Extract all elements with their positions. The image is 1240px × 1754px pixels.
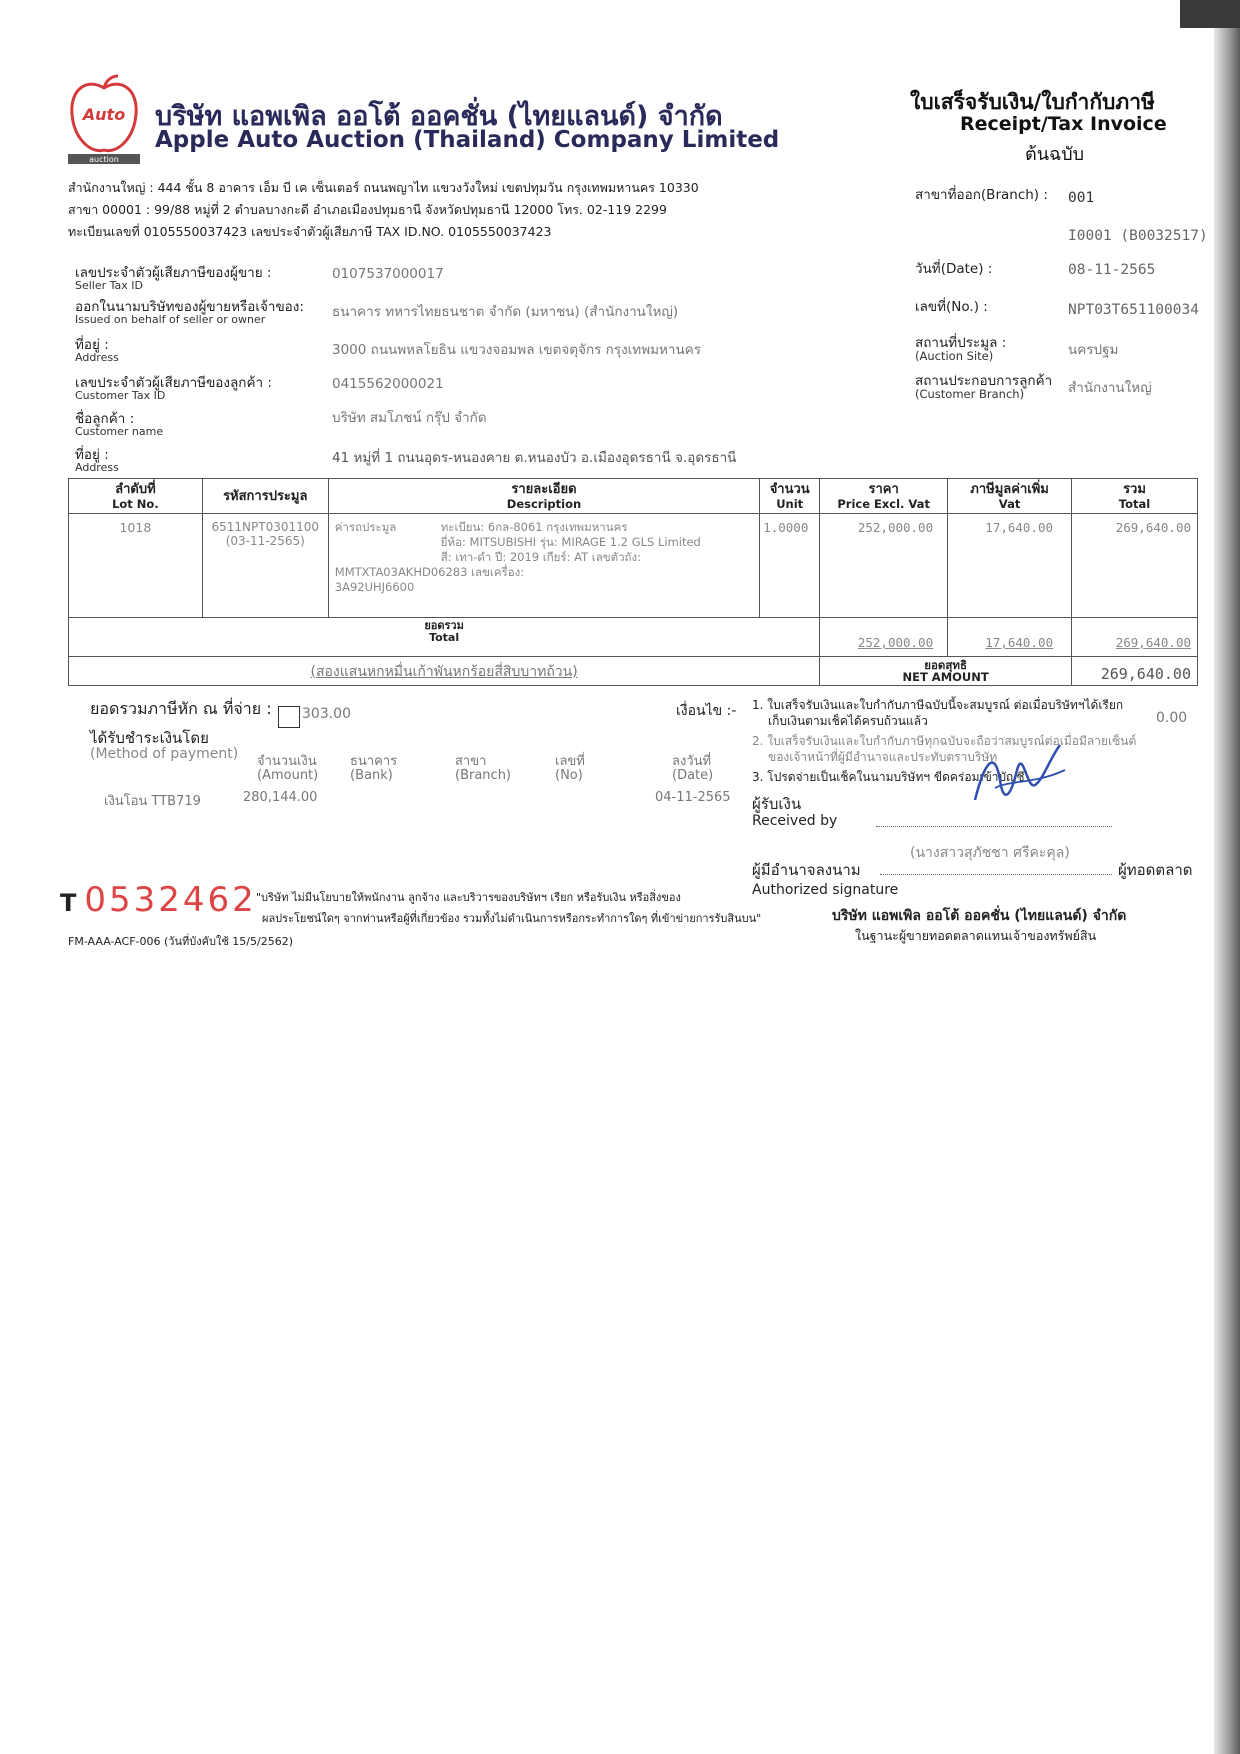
total-row: [69, 618, 1198, 657]
company-name-en: Apple Auto Auction (Thailand) Company Limited: [155, 127, 780, 153]
copy-label: ต้นฉบับ: [1025, 144, 1085, 165]
lot-cell: 1018: [69, 514, 203, 618]
branch-address: สาขา 00001 : 99/88 หมู่ที่ 2 ตำบลบางกะดี อำเภอเมืองปทุมธานี จังหวัดปทุมธานี 12000 โทร. 02-119 2299: [68, 202, 667, 217]
doc-no-label: เลขที่(No.) :: [915, 299, 988, 315]
amount-in-words: (สองแสนหกหมื่นเก้าพันหกร้อยสี่สิบบาทถ้วน): [69, 657, 820, 686]
document-title-th: ใบเสร็จรับเงิน/ใบกำกับภาษี: [910, 90, 1155, 114]
anti-bribery-notice-1: "บริษัท ไม่มีนโยบายให้พนักงาน ลูกจ้าง และบริวารของบริษัทฯ เรียก หรือรับเงิน หรือสิ่งของ: [256, 891, 681, 904]
conditions-right-value: 0.00: [1156, 710, 1188, 726]
col-auction-code: รหัสการประมูล: [202, 479, 328, 514]
document-title-en: Receipt/Tax Invoice: [960, 113, 1167, 135]
amount-header-th: จำนวนเงิน: [257, 754, 317, 769]
seller-address-label: ที่อยู่ : Address: [75, 337, 119, 364]
issued-on-behalf-value: ธนาคาร ทหารไทยธนชาต จำกัด (มหาชน) (สำนักงานใหญ่): [332, 304, 679, 320]
registration-line: ทะเบียนเลขที่ 0105550037423 เลขประจำตัวผู้เสียภาษี TAX ID.NO. 0105550037423: [68, 224, 552, 239]
authorized-signature-line: [880, 874, 1112, 875]
auction-site-label: สถานที่ประมูล : (Auction Site): [915, 335, 1007, 363]
wht-value: 303.00: [302, 706, 351, 722]
unit-cell: 1.0000: [760, 514, 820, 618]
branch-header-en: (Branch): [455, 768, 511, 783]
customer-address-label: ที่อยู่ : Address: [75, 447, 119, 474]
condition-1b: เก็บเงินตามเช็คได้ครบถ้วนแล้ว: [768, 714, 928, 728]
customer-branch-label: สถานประกอบการลูกค้า (Customer Branch): [915, 373, 1053, 401]
conditions-label: เงื่อนไข :-: [676, 703, 737, 719]
total-cell: 269,640.00: [1072, 514, 1198, 618]
bank-header-en: (Bank): [350, 768, 393, 783]
bank-header-th: ธนาคาร: [350, 754, 398, 769]
branch-value: 001: [1068, 190, 1095, 206]
scan-edge: [1214, 0, 1240, 1754]
col-total: รวม Total: [1072, 479, 1198, 514]
seller-address-value: 3000 ถนนพหลโยธิน แขวงจอมพล เขตจตุจักร กรุงเทพมหานคร: [332, 342, 701, 358]
anti-bribery-notice-2: ผลประโยชน์ใดๆ จากท่านหรือผู้ที่เกี่ยวข้อง รวมทั้งไม่ดำเนินการหรือกระทำการใดๆ ที่เข้าข่ายการรับสินบน": [262, 912, 762, 925]
customer-address-value: 41 หมู่ที่ 1 ถนนอุดร-หนองคาย ต.หนองบัว อ.เมืองอุดรธานี จ.อุดรธานี: [332, 450, 737, 466]
payment-method-value: เงินโอน TTB719: [104, 794, 201, 809]
seller-tax-label: เลขประจำตัวผู้เสียภาษีของผู้ขาย : Seller Tax ID: [75, 265, 272, 292]
receiver-signature-line: [876, 826, 1112, 827]
description-cell: ค่ารถประมูล ทะเบียน: 6กล-8061 กรุงเทพมหานคร ยี่ห้อ: MITSUBISHI รุ่น: MIRAGE 1.2 GLS Limited สี: เทา-ดำ ปี: 2019 เกียร์: AT เลขตัวถัง: MMTXTA03AKHD06283 เลขเครื่อง: 3A92UHJ6600: [328, 514, 759, 618]
issued-on-behalf-label: ออกในนามบริษัทของผู้ขายหรือเจ้าของ: Issued on behalf of seller or owner: [75, 299, 304, 326]
date-value: 08-11-2565: [1068, 262, 1156, 278]
date-header-en: (Date): [672, 768, 714, 783]
net-amount-value: 269,640.00: [1072, 657, 1198, 686]
auction-code-cell: 6511NPT0301100 (03-11-2565): [202, 514, 328, 618]
seller-tax-value: 0107537000017: [332, 266, 444, 282]
net-row: [69, 657, 1198, 686]
net-amount-label: ยอดสุทธิ NET AMOUNT: [820, 657, 1072, 686]
authorized-label-en: Authorized signature: [752, 882, 899, 898]
payment-method-label: (Method of payment): [90, 746, 239, 762]
signature-scribble: [965, 740, 1075, 810]
authorized-label-th: ผู้มีอำนาจลงนาม: [752, 861, 861, 879]
receiver-label-en: Received by: [752, 813, 838, 829]
reference-code: I0001 (B0032517): [1068, 228, 1208, 244]
condition-2b: ของเจ้าหน้าที่ผู้มีอำนาจและประทับตราบริษัท: [768, 750, 998, 764]
customer-name-label: ชื่อลูกค้า : Customer name: [75, 411, 164, 438]
total-price: 252,000.00: [820, 618, 948, 657]
condition-1a: 1. ใบเสร็จรับเงินและใบกำกับภาษีฉบับนี้จะสมบูรณ์ ต่อเมื่อบริษัทฯได้เรียก: [752, 698, 1124, 712]
date-header-th: ลงวันที่: [672, 754, 712, 769]
vat-cell: 17,640.00: [948, 514, 1072, 618]
price-cell: 252,000.00: [820, 514, 948, 618]
customer-name-value: บริษัท สมโภชน์ กรุ๊ป จำกัด: [332, 410, 487, 426]
signature-company: บริษัท แอพเพิล ออโต้ ออคชั่น (ไทยแลนด์) จำกัด: [832, 908, 1127, 924]
company-logo: [68, 74, 140, 164]
customer-branch-value: สำนักงานใหญ่: [1068, 380, 1152, 396]
doc-no-value: NPT03T651100034: [1068, 302, 1199, 318]
no-header-en: (No): [555, 768, 583, 783]
col-vat: ภาษีมูลค่าเพิ่ม Vat: [948, 479, 1072, 514]
total-label: ยอดรวม Total: [69, 618, 820, 657]
branch-header-th: สาขา: [455, 754, 487, 769]
scan-corner: [1180, 0, 1240, 28]
date-label: วันที่(Date) :: [915, 261, 993, 277]
no-header-th: เลขที่: [555, 754, 585, 769]
wht-checkbox: [278, 706, 300, 728]
branch-label: สาขาที่ออก(Branch) :: [915, 187, 1048, 203]
form-code: FM-AAA-ACF-006 (วันที่บังคับใช้ 15/5/2562): [68, 935, 293, 948]
condition-3: 3. โปรดจ่ายเป็นเช็คในนามบริษัทฯ ขีดคร่อมเข้าบัญชี: [752, 770, 1025, 784]
auction-site-value: นครปฐม: [1068, 342, 1119, 358]
serial-number: T 0532462: [60, 880, 257, 920]
customer-tax-label: เลขประจำตัวผู้เสียภาษีของลูกค้า : Customer Tax ID: [75, 375, 272, 402]
table-header-row: [69, 479, 1198, 514]
wht-label: ยอดรวมภาษีหัก ณ ที่จ่าย :: [90, 699, 272, 718]
logo-text: Auto: [82, 105, 126, 124]
receiver-label-th: ผู้รับเงิน: [752, 795, 802, 813]
payment-received-label: ได้รับชำระเงินโดย: [90, 729, 209, 747]
logo-subtext: auction: [89, 155, 119, 164]
auctioneer-role: ผู้ทอดตลาด: [1118, 861, 1193, 879]
condition-2a: 2. ใบเสร็จรับเงินและใบกำกับภาษีทุกฉบับจะถือว่าสมบูรณ์ต่อเมื่อมีลายเซ็นต์: [752, 734, 1137, 748]
col-description: รายละเอียด Description: [328, 479, 759, 514]
payment-date-value: 04-11-2565: [655, 790, 731, 805]
company-name-th: บริษัท แอพเพิล ออโต้ ออคชั่น (ไทยแลนด์) จำกัด: [155, 101, 723, 132]
table-row: [69, 514, 1198, 618]
customer-tax-value: 0415562000021: [332, 376, 444, 392]
amount-header-en: (Amount): [257, 768, 319, 783]
items-table: [68, 478, 1198, 686]
signer-name: (นางสาวสุภัชชา ศรีคะคุล): [910, 845, 1070, 861]
total-sum: 269,640.00: [1072, 618, 1198, 657]
col-price: ราคา Price Excl. Vat: [820, 479, 948, 514]
head-office-address: สำนักงานใหญ่ : 444 ชั้น 8 อาคาร เอ็ม บี เค เซ็นเตอร์ ถนนพญาไท แขวงวังใหม่ เขตปทุมวัน กรุงเทพมหานคร 10330: [68, 180, 699, 195]
total-vat: 17,640.00: [948, 618, 1072, 657]
col-unit: จำนวน Unit: [760, 479, 820, 514]
payment-amount-value: 280,144.00: [243, 790, 318, 805]
col-lot: ลำดับที่ Lot No.: [69, 479, 203, 514]
signature-capacity: ในฐานะผู้ขายทอดตลาดแทนเจ้าของทรัพย์สิน: [855, 928, 1097, 943]
